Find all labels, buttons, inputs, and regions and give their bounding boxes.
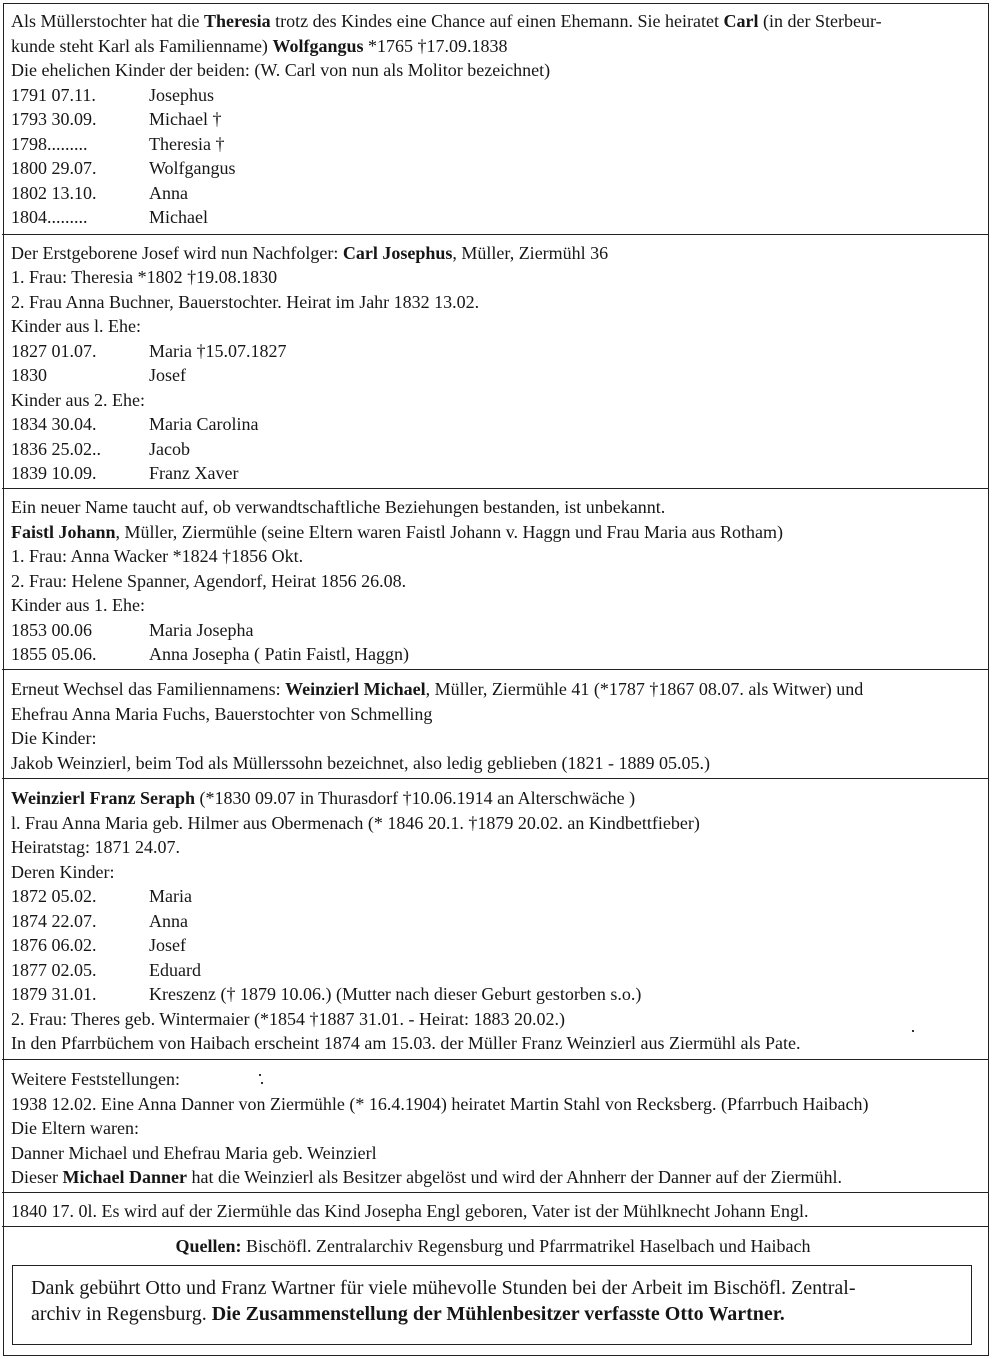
s5-line-2: l. Frau Anna Maria geb. Hilmer aus Obermenach (* 1846 20.1. †1879 20.02. an Kindbettfieber)	[11, 813, 700, 833]
bold-name: Weinzierl Franz Seraph	[11, 788, 195, 808]
child-date: 1855 05.06.	[11, 644, 97, 664]
s4-line-4: Jakob Weinzierl, beim Tod als Müllerssohn bezeichnet, also ledig geblieben (1821 - 1889 05.05.)	[11, 753, 710, 773]
s3-kinder: Kinder aus 1. Ehe:	[11, 595, 145, 615]
s5-line-5: 2. Frau: Theres geb. Wintermaier (*1854 †1887 31.01. - Heirat: 1883 20.02.)	[11, 1009, 565, 1029]
stray-mark	[261, 1082, 263, 1084]
stray-mark	[259, 1074, 261, 1076]
text: , Müller, Ziermühle (seine Eltern waren Faistl Johann v. Haggn und Frau Maria aus Rotham)	[115, 522, 783, 542]
text: (in der Sterbeur-	[758, 11, 882, 31]
s6-line-1: Weitere Feststellungen:	[11, 1069, 181, 1089]
child-date: 1836 25.02..	[11, 439, 101, 459]
divider	[2, 488, 988, 489]
child-date: 1793 30.09.	[11, 109, 97, 129]
s5-line-6: In den Pfarrbüchem von Haibach erscheint 1874 am 15.03. der Müller Franz Weinzierl aus Ziermühl als Pate.	[11, 1033, 801, 1053]
child-date: 1798.........	[11, 134, 88, 154]
child-name: Franz Xaver	[149, 463, 239, 483]
author-credit: Die Zusammenstellung der Mühlenbesitzer verfasste Otto Wartner.	[211, 1303, 785, 1325]
text: hat die Weinzierl als Besitzer abgelöst und wird der Ahnherr der Danner auf der Ziermühl.	[186, 1167, 842, 1187]
s6-line-3: Die Eltern waren:	[11, 1118, 139, 1138]
s2-line-1	[11, 242, 608, 264]
child-name: Maria Josepha	[149, 620, 254, 640]
thanks-line-1: Dank gebührt Otto und Franz Wartner für viele mühevolle Stunden bei der Arbeit im Bischöfl. Zentral-	[31, 1277, 856, 1299]
child-name: Anna	[149, 183, 188, 203]
child-date: 1830	[11, 365, 47, 385]
s3-line-1: Ein neuer Name taucht auf, ob verwandtschaftliche Beziehungen bestanden, ist unbekannt.	[11, 497, 666, 517]
s2-kinder-1: Kinder aus l. Ehe:	[11, 316, 141, 336]
text: Dieser	[11, 1167, 63, 1187]
text: Erneut Wechsel das Familiennamens:	[11, 679, 286, 699]
child-date: 1834 30.04.	[11, 414, 97, 434]
child-name: Jacob	[149, 439, 190, 459]
bold-name: Carl Josephus	[342, 243, 453, 263]
divider	[2, 234, 988, 235]
child-name: Maria †15.07.1827	[149, 341, 287, 361]
child-date: 1872 05.02.	[11, 886, 97, 906]
child-date: 1800 29.07.	[11, 158, 97, 178]
child-date: 1877 02.05.	[11, 960, 97, 980]
divider	[2, 778, 988, 779]
sources-line	[0, 1235, 986, 1257]
s1-line-3: Die ehelichen Kinder der beiden: (W. Carl von nun als Molitor bezeichnet)	[11, 60, 551, 80]
s4-line-1	[11, 678, 863, 700]
child-name: Kreszenz († 1879 10.06.) (Mutter nach dieser Geburt gestorben s.o.)	[149, 984, 642, 1004]
bold-name: Theresia	[203, 11, 271, 31]
bold-name: Carl	[723, 11, 759, 31]
child-name: Anna Josepha ( Patin Faistl, Haggn)	[149, 644, 409, 664]
s1-line-1	[11, 10, 882, 32]
child-name: Josef	[149, 935, 186, 955]
s6-line-5	[11, 1166, 842, 1188]
s5-line-1	[11, 787, 635, 809]
text: trotz des Kindes eine Chance auf einen Ehemann. Sie heiratet	[270, 11, 724, 31]
child-date: 1876 06.02.	[11, 935, 97, 955]
s6-line-4: Danner Michael und Ehefrau Maria geb. Weinzierl	[11, 1143, 377, 1163]
child-name: Michael †	[149, 109, 222, 129]
text: archiv in Regensburg.	[31, 1303, 212, 1325]
child-date: 1879 31.01.	[11, 984, 97, 1004]
s2-line-3: 2. Frau Anna Buchner, Bauerstochter. Heirat im Jahr 1832 13.02.	[11, 292, 480, 312]
bold-name: Faistl Johann	[11, 522, 116, 542]
sources-text: Bischöfl. Zentralarchiv Regensburg und Pfarrmatrikel Haselbach und Haibach	[241, 1236, 811, 1256]
bold-name: Weinzierl Michael	[285, 679, 426, 699]
s5-line-3: Heiratstag: 1871 24.07.	[11, 837, 180, 857]
text: *1765 †17.09.1838	[363, 36, 508, 56]
s3-line-4: 2. Frau: Helene Spanner, Agendorf, Heirat 1856 26.08.	[11, 571, 407, 591]
child-date: 1853 00.06	[11, 620, 92, 640]
child-name: Michael	[149, 207, 208, 227]
bold-name: Wolfgangus	[272, 36, 364, 56]
s6-line-2: 1938 12.02. Eine Anna Danner von Ziermühle (* 16.4.1904) heiratet Martin Stahl von Recksberg. (Pfarrbuch Haibach)	[11, 1094, 869, 1114]
text: , Müller, Ziermühle 41 (*1787 †1867 08.07. als Witwer) und	[425, 679, 864, 699]
text: kunde steht Karl als Familienname)	[11, 36, 273, 56]
s1-line-2	[11, 35, 507, 57]
divider	[2, 1059, 988, 1060]
child-name: Theresia †	[149, 134, 225, 154]
s5-line-4: Deren Kinder:	[11, 862, 115, 882]
sources-label: Quellen:	[175, 1236, 242, 1256]
divider	[2, 1192, 988, 1193]
child-name: Anna	[149, 911, 188, 931]
child-name: Wolfgangus	[149, 158, 236, 178]
s4-line-2: Ehefrau Anna Maria Fuchs, Bauerstochter von Schmelling	[11, 704, 433, 724]
child-name: Eduard	[149, 960, 201, 980]
s3-line-2	[11, 521, 783, 543]
child-name: Josephus	[149, 85, 215, 105]
child-date: 1791 07.11.	[11, 85, 96, 105]
bold-name: Michael Danner	[62, 1167, 187, 1187]
s2-kinder-2: Kinder aus 2. Ehe:	[11, 390, 145, 410]
child-name: Maria	[149, 886, 192, 906]
s2-line-2: 1. Frau: Theresia *1802 †19.08.1830	[11, 267, 278, 287]
text: (*1830 09.07 in Thurasdorf †10.06.1914 an Alterschwäche )	[194, 788, 636, 808]
text: Als Müllerstochter hat die	[11, 11, 204, 31]
child-date: 1804.........	[11, 207, 88, 227]
stray-mark	[912, 1030, 914, 1032]
child-date: 1827 01.07.	[11, 341, 97, 361]
divider	[2, 1226, 988, 1227]
child-name: Josef	[149, 365, 186, 385]
child-date: 1802 13.10.	[11, 183, 97, 203]
s3-line-3: 1. Frau: Anna Wacker *1824 †1856 Okt.	[11, 546, 304, 566]
s4-line-3: Die Kinder:	[11, 728, 97, 748]
text: Der Erstgeborene Josef wird nun Nachfolger:	[11, 243, 343, 263]
child-name: Maria Carolina	[149, 414, 259, 434]
thanks-line-2	[31, 1302, 785, 1326]
divider	[2, 669, 988, 670]
child-date: 1839 10.09.	[11, 463, 97, 483]
acknowledgement-box	[12, 1265, 972, 1345]
text: , Müller, Ziermühl 36	[452, 243, 609, 263]
s7-line-1: 1840 17. 0l. Es wird auf der Ziermühle das Kind Josepha Engl geboren, Vater ist der Mühlknecht Johann Engl.	[11, 1201, 809, 1221]
child-date: 1874 22.07.	[11, 911, 97, 931]
